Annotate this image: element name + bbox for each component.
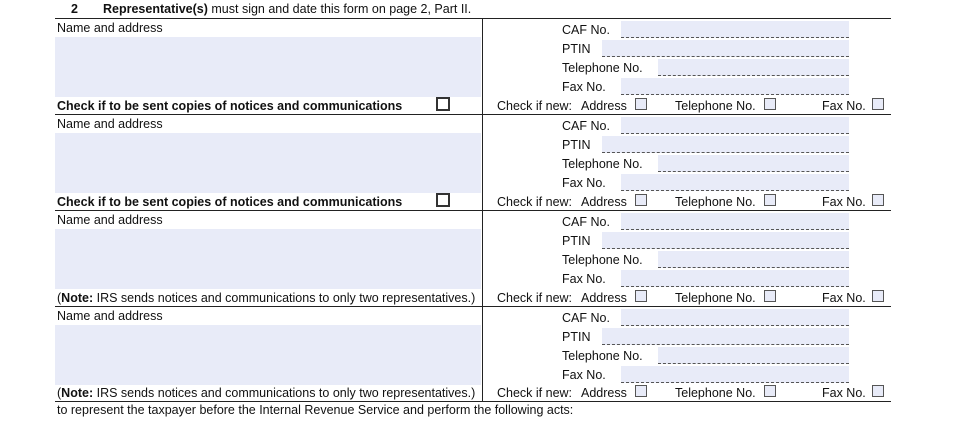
name-address-label: Name and address — [57, 213, 163, 227]
note-text — [57, 386, 475, 400]
fax-new-label: Fax No. — [822, 195, 866, 209]
telephone-new-checkbox[interactable] — [764, 290, 776, 302]
caf-label: CAF No. — [562, 119, 610, 133]
representative-block-3 — [55, 211, 891, 307]
fax-field[interactable] — [621, 174, 849, 191]
check-new-label: Check if new: — [497, 99, 573, 113]
address-new-checkbox[interactable] — [635, 290, 647, 302]
fax-label: Fax No. — [562, 368, 606, 382]
ptin-field[interactable] — [602, 40, 849, 57]
ptin-label: PTIN — [562, 138, 591, 152]
fax-label: Fax No. — [562, 80, 606, 94]
note-open: ( — [57, 386, 62, 400]
ptin-label: PTIN — [562, 234, 591, 248]
telephone-label: Telephone No. — [562, 253, 643, 267]
representative-block-2 — [55, 115, 891, 211]
telephone-new-label: Telephone No. — [675, 195, 756, 209]
section-2-header — [0, 2, 977, 18]
note-rest: IRS sends notices and communications to only two representatives.) — [93, 386, 476, 400]
copies-checkbox[interactable] — [436, 97, 450, 111]
address-label: Address — [581, 195, 627, 209]
name-address-label: Name and address — [57, 117, 163, 131]
telephone-new-checkbox[interactable] — [764, 194, 776, 206]
representative-block-1 — [55, 19, 891, 115]
address-label: Address — [581, 99, 627, 113]
fax-new-checkbox[interactable] — [872, 385, 884, 397]
copies-label: Check if to be sent copies of notices and communications — [57, 195, 403, 209]
fax-new-label: Fax No. — [822, 291, 866, 305]
fax-new-checkbox[interactable] — [872, 194, 884, 206]
telephone-field[interactable] — [658, 251, 849, 268]
address-label: Address — [581, 386, 627, 400]
fax-field[interactable] — [621, 78, 849, 95]
section-instruction — [103, 2, 471, 16]
telephone-field[interactable] — [658, 347, 849, 364]
fax-new-checkbox[interactable] — [872, 290, 884, 302]
section-number: 2 — [71, 2, 78, 16]
ptin-label: PTIN — [562, 330, 591, 344]
note-rest: IRS sends notices and communications to only two representatives.) — [93, 291, 476, 305]
name-address-label: Name and address — [57, 21, 163, 35]
check-new-label: Check if new: — [497, 386, 573, 400]
telephone-label: Telephone No. — [562, 157, 643, 171]
caf-label: CAF No. — [562, 215, 610, 229]
fax-new-label: Fax No. — [822, 99, 866, 113]
caf-field[interactable] — [621, 21, 849, 38]
telephone-field[interactable] — [658, 59, 849, 76]
address-new-checkbox[interactable] — [635, 385, 647, 397]
name-address-label: Name and address — [57, 309, 163, 323]
fax-label: Fax No. — [562, 272, 606, 286]
note-bold: Note: — [61, 386, 94, 400]
telephone-new-label: Telephone No. — [675, 99, 756, 113]
check-new-label: Check if new: — [497, 195, 573, 209]
telephone-new-label: Telephone No. — [675, 291, 756, 305]
note-open: ( — [57, 291, 62, 305]
ptin-field[interactable] — [602, 328, 849, 345]
telephone-new-checkbox[interactable] — [764, 385, 776, 397]
name-address-field[interactable] — [55, 37, 481, 97]
section-instruction-rest: must sign and date this form on page 2, Part II. — [207, 2, 472, 16]
caf-label: CAF No. — [562, 311, 610, 325]
fax-label: Fax No. — [562, 176, 606, 190]
caf-field[interactable] — [621, 309, 849, 326]
fax-new-checkbox[interactable] — [872, 98, 884, 110]
note-bold: Note: — [61, 291, 94, 305]
fax-field[interactable] — [621, 270, 849, 287]
check-new-label: Check if new: — [497, 291, 573, 305]
telephone-label: Telephone No. — [562, 349, 643, 363]
section-instruction-bold: Representative(s) — [103, 2, 208, 16]
fax-field[interactable] — [621, 366, 849, 383]
ptin-field[interactable] — [602, 232, 849, 249]
copies-label: Check if to be sent copies of notices and communications — [57, 99, 403, 113]
note-text — [57, 291, 475, 305]
address-new-checkbox[interactable] — [635, 194, 647, 206]
address-new-checkbox[interactable] — [635, 98, 647, 110]
telephone-field[interactable] — [658, 155, 849, 172]
name-address-field[interactable] — [55, 325, 481, 385]
name-address-field[interactable] — [55, 133, 481, 193]
name-address-field[interactable] — [55, 229, 481, 289]
representative-block-4 — [55, 307, 891, 403]
telephone-new-checkbox[interactable] — [764, 98, 776, 110]
copies-checkbox[interactable] — [436, 193, 450, 207]
caf-field[interactable] — [621, 213, 849, 230]
caf-label: CAF No. — [562, 23, 610, 37]
telephone-new-label: Telephone No. — [675, 386, 756, 400]
footer-text: to represent the taxpayer before the Internal Revenue Service and perform the following acts: — [57, 403, 574, 417]
fax-new-label: Fax No. — [822, 386, 866, 400]
ptin-field[interactable] — [602, 136, 849, 153]
ptin-label: PTIN — [562, 42, 591, 56]
address-label: Address — [581, 291, 627, 305]
caf-field[interactable] — [621, 117, 849, 134]
telephone-label: Telephone No. — [562, 61, 643, 75]
